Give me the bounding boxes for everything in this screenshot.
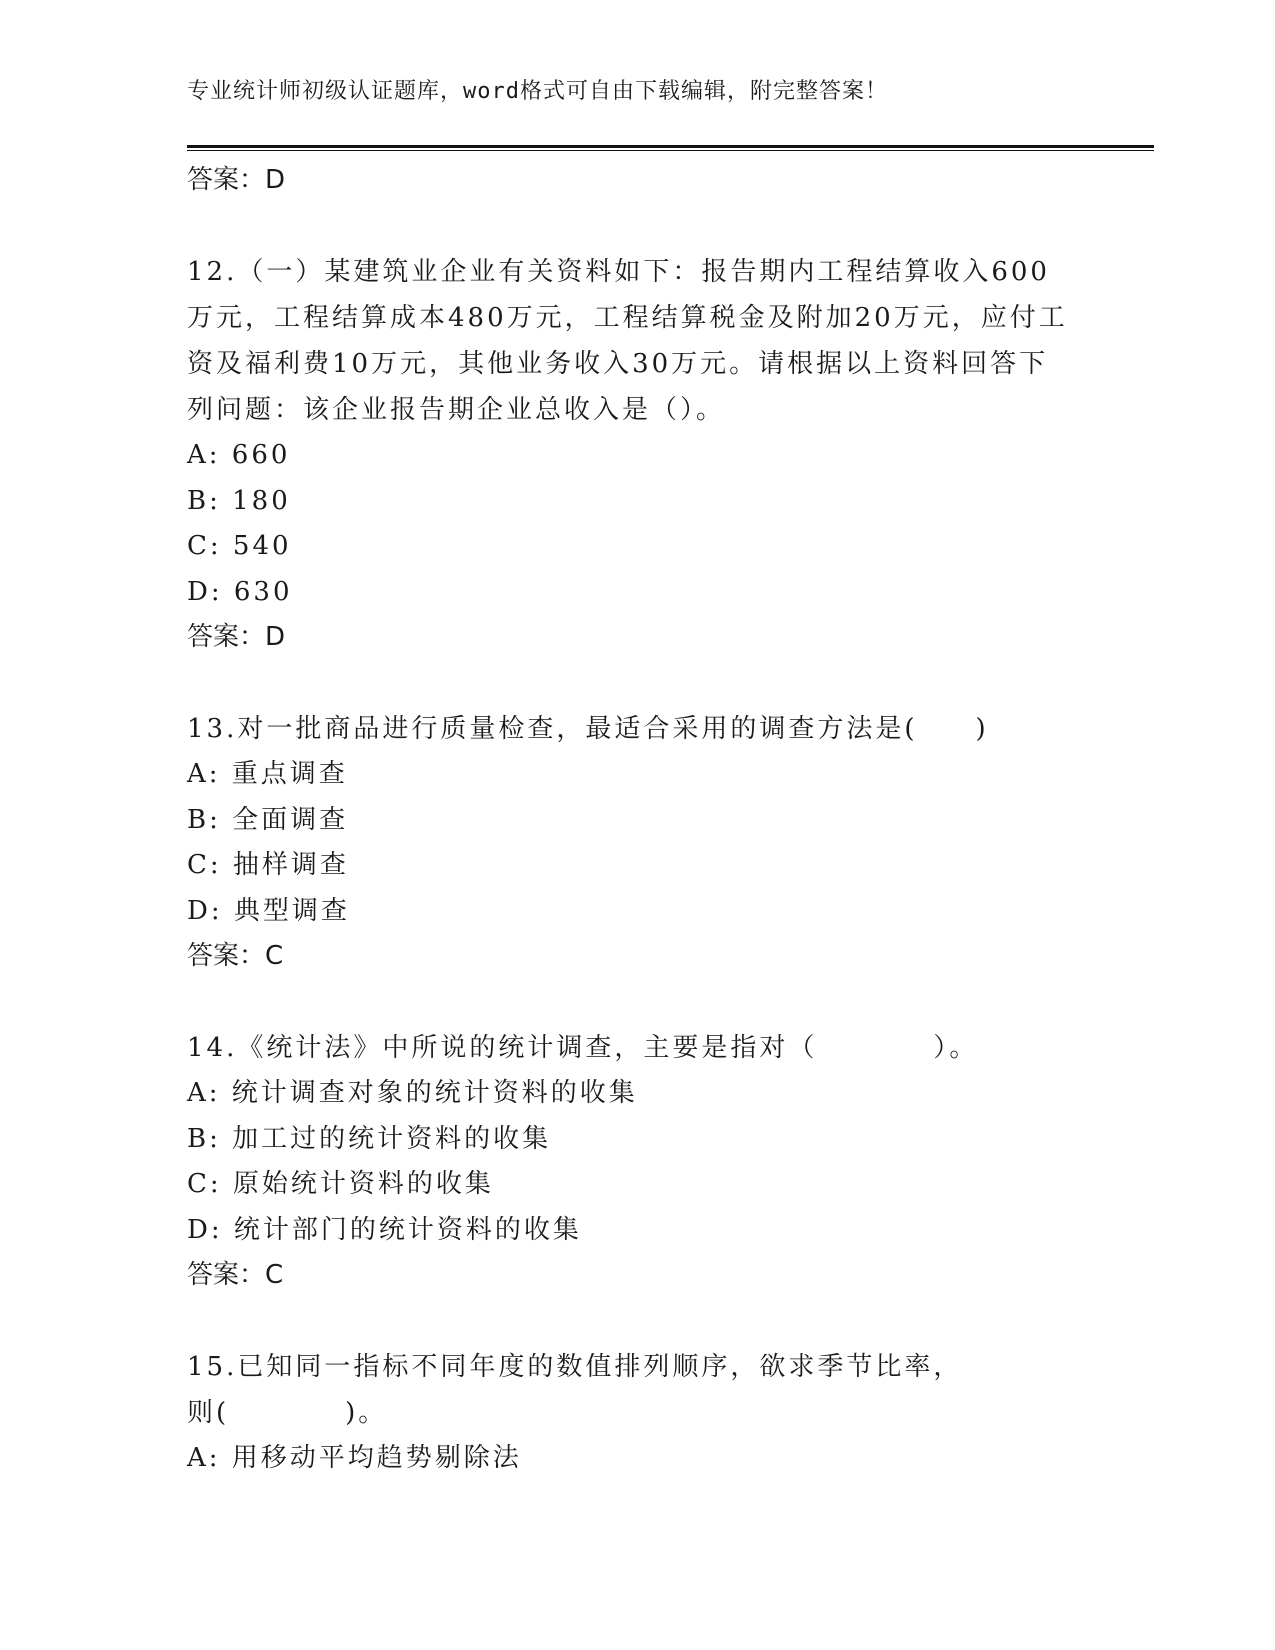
option-c: C: 抽样调查 xyxy=(187,850,349,880)
page-header: 专业统计师初级认证题库，word格式可自由下载编辑，附完整答案！ xyxy=(187,79,888,104)
option-a: A: 统计调查对象的统计资料的收集 xyxy=(187,1078,638,1108)
option-a: A: 重点调查 xyxy=(187,759,348,789)
option-b: B: 全面调查 xyxy=(187,804,349,835)
answer-line: 答案：D xyxy=(187,622,286,652)
question-14 xyxy=(187,1025,1087,1298)
answer-line: 答案：C xyxy=(187,941,284,971)
question-stem: 12.（一）某建筑业企业有关资料如下：报告期内工程结算收入600万元，工程结算成本480万元，工程结算税金及附加20万元，应付工资及福利费10万元，其他业务收入30万元。请根据以上资料回答下列问题：该企业报告期企业总收入是（）。 xyxy=(187,257,1068,425)
option-a: A: 用移动平均趋势剔除法 xyxy=(187,1443,522,1473)
option-a: A: 660 xyxy=(187,440,291,470)
option-d: D: 典型调查 xyxy=(187,895,350,926)
question-stem: 14.《统计法》中所说的统计调查，主要是指对（ ）。 xyxy=(187,1033,979,1063)
question-stem: 13.对一批商品进行质量检查，最适合采用的调查方法是( ) xyxy=(187,714,989,744)
option-d: D: 统计部门的统计资料的收集 xyxy=(187,1214,582,1245)
option-c: C: 540 xyxy=(187,531,292,561)
question-list xyxy=(187,158,1087,1482)
option-b: B: 加工过的统计资料的收集 xyxy=(187,1123,552,1154)
header-rule-thick xyxy=(187,145,1154,148)
header-rule-thin xyxy=(187,150,1154,151)
option-c: C: 原始统计资料的收集 xyxy=(187,1169,494,1199)
question-15 xyxy=(187,1344,1087,1482)
answer-line: 答案：D xyxy=(187,165,286,195)
answer-line: 答案：C xyxy=(187,1260,284,1290)
question-13 xyxy=(187,706,1087,979)
question-12 xyxy=(187,249,1087,660)
option-b: B: 180 xyxy=(187,485,291,516)
question-stem: 15.已知同一指标不同年度的数值排列顺序，欲求季节比率，则( )。 xyxy=(187,1352,963,1428)
option-d: D: 630 xyxy=(187,576,293,607)
